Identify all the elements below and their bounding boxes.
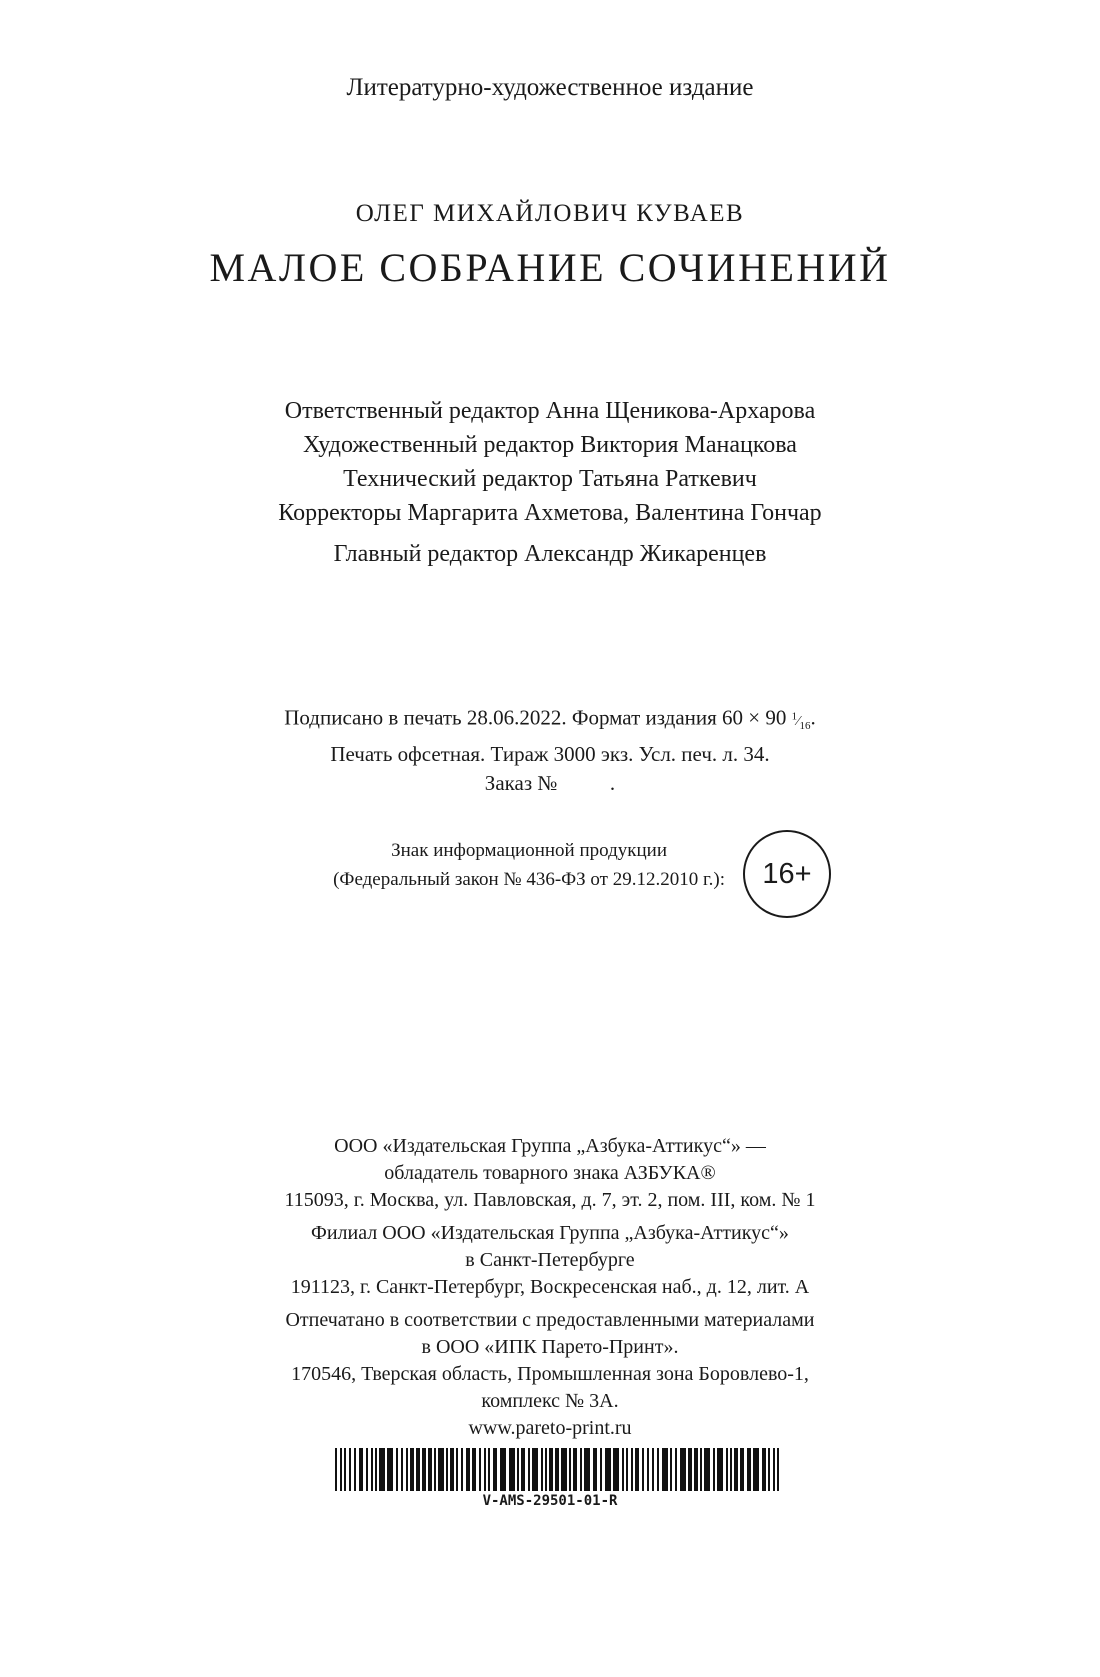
barcode-bar bbox=[532, 1448, 538, 1491]
branch-line-2: в Санкт-Петербурге bbox=[465, 1249, 635, 1271]
barcode-bar bbox=[700, 1448, 702, 1491]
genre-line: Литературно-художественное издание bbox=[346, 74, 754, 101]
barcode-bar bbox=[461, 1448, 463, 1491]
printer-line-2: в ООО «ИПК Парето-Принт». bbox=[421, 1336, 679, 1358]
barcode-bar bbox=[730, 1448, 732, 1491]
barcode-bar bbox=[456, 1448, 458, 1491]
barcode-bar bbox=[545, 1448, 547, 1491]
barcode-bar bbox=[777, 1448, 779, 1491]
barcode-bar bbox=[371, 1448, 373, 1491]
printer-website: www.pareto-print.ru bbox=[468, 1417, 632, 1439]
barcode-bar bbox=[375, 1448, 377, 1491]
barcode-bar bbox=[561, 1448, 567, 1491]
barcode-bar bbox=[450, 1448, 454, 1491]
barcode-bar bbox=[626, 1448, 628, 1491]
responsible-editor: Ответственный редактор Анна Щеникова-Архарова bbox=[284, 398, 816, 424]
publisher-line-1: ООО «Издательская Группа „Азбука-Аттикус“» — bbox=[334, 1135, 766, 1157]
barcode-bar bbox=[488, 1448, 490, 1491]
barcode-bar bbox=[396, 1448, 398, 1491]
barcode-bar bbox=[726, 1448, 728, 1491]
book-title: МАЛОЕ СОБРАНИЕ СОЧИНЕНИЙ bbox=[209, 245, 891, 290]
imprint-block bbox=[0, 702, 1100, 798]
barcode-bar bbox=[466, 1448, 470, 1491]
branch-line-1: Филиал ООО «Издательская Группа „Азбука-Аттикус“» bbox=[311, 1222, 789, 1244]
barcode-bar bbox=[642, 1448, 644, 1491]
barcode-bar bbox=[688, 1448, 692, 1491]
barcode-bar bbox=[484, 1448, 486, 1491]
branch-address: 191123, г. Санкт-Петербург, Воскресенская наб., д. 12, лит. А bbox=[290, 1276, 810, 1298]
barcode-bar bbox=[631, 1448, 633, 1491]
author-name: ОЛЕГ МИХАЙЛОВИЧ КУВАЕВ bbox=[355, 200, 745, 227]
barcode bbox=[335, 1448, 780, 1491]
proofreaders: Корректоры Маргарита Ахметова, Валентина Гончар bbox=[278, 500, 822, 526]
barcode-bar bbox=[584, 1448, 590, 1491]
credits-block bbox=[0, 394, 1100, 571]
barcode-bar bbox=[569, 1448, 571, 1491]
format-numerator: 1 bbox=[791, 710, 798, 722]
age-rating-block bbox=[0, 830, 1100, 920]
chief-editor: Главный редактор Александр Жикаренцев bbox=[333, 541, 767, 567]
barcode-bar bbox=[762, 1448, 766, 1491]
printer-line-1: Отпечатано в соответствии с предоставленными материалами bbox=[285, 1309, 815, 1331]
barcode-bar bbox=[340, 1448, 342, 1491]
barcode-bar bbox=[657, 1448, 659, 1491]
age-rating-text-line-1: Знак информационной продукции bbox=[391, 840, 667, 861]
barcode-bar bbox=[573, 1448, 577, 1491]
barcode-bar bbox=[773, 1448, 775, 1491]
imprint-line-1-end: . bbox=[810, 705, 816, 730]
barcode-bar bbox=[740, 1448, 744, 1491]
barcode-bar bbox=[555, 1448, 559, 1491]
format-fraction: $^1⁄_{16}$ bbox=[791, 710, 811, 732]
barcode-bar bbox=[406, 1448, 408, 1491]
barcode-bar bbox=[354, 1448, 356, 1491]
age-rating-text bbox=[333, 836, 725, 894]
barcode-bar bbox=[622, 1448, 624, 1491]
barcode-bar bbox=[549, 1448, 553, 1491]
barcode-bar bbox=[593, 1448, 597, 1491]
barcode-bar bbox=[713, 1448, 715, 1491]
barcode-bar bbox=[670, 1448, 672, 1491]
barcode-bar bbox=[613, 1448, 619, 1491]
barcode-bar bbox=[694, 1448, 698, 1491]
barcode-bar bbox=[753, 1448, 759, 1491]
imprint-line-1 bbox=[0, 702, 1100, 740]
barcode-bar bbox=[479, 1448, 481, 1491]
imprint-line-3: Заказ № . bbox=[484, 771, 616, 796]
barcode-bar bbox=[359, 1448, 363, 1491]
barcode-bar bbox=[662, 1448, 668, 1491]
technical-editor: Технический редактор Татьяна Раткевич bbox=[343, 466, 757, 492]
barcode-bar bbox=[500, 1448, 506, 1491]
barcode-bar bbox=[509, 1448, 515, 1491]
barcode-bar bbox=[635, 1448, 639, 1491]
barcode-bar bbox=[517, 1448, 519, 1491]
imprint-line-2: Печать офсетная. Тираж 3000 экз. Усл. печ. л. 34. bbox=[330, 742, 770, 767]
barcode-bar bbox=[416, 1448, 420, 1491]
barcode-bar bbox=[605, 1448, 611, 1491]
barcode-bar bbox=[434, 1448, 436, 1491]
barcode-bar bbox=[344, 1448, 346, 1491]
barcode-bar bbox=[472, 1448, 476, 1491]
barcode-bar bbox=[387, 1448, 393, 1491]
barcode-bar bbox=[652, 1448, 654, 1491]
barcode-bar bbox=[401, 1448, 403, 1491]
format-denominator: 16 bbox=[799, 719, 811, 732]
barcode-bar bbox=[349, 1448, 351, 1491]
barcode-bar bbox=[704, 1448, 710, 1491]
age-rating-badge: 16+ bbox=[743, 830, 831, 918]
barcode-bar bbox=[366, 1448, 368, 1491]
barcode-bar bbox=[580, 1448, 582, 1491]
printer-address-1: 170546, Тверская область, Промышленная зона Боровлево-1, bbox=[291, 1363, 809, 1385]
imprint-print-date: Подписано в печать 28.06.2022. Формат издания 60 × 90 bbox=[284, 705, 792, 730]
barcode-bar bbox=[521, 1448, 525, 1491]
barcode-bar bbox=[717, 1448, 723, 1491]
publisher-line-2: обладатель товарного знака АЗБУКА® bbox=[384, 1162, 716, 1184]
art-editor: Художественный редактор Виктория Манацкова bbox=[303, 432, 797, 458]
barcode-bar bbox=[768, 1448, 770, 1491]
barcode-bar bbox=[410, 1448, 414, 1491]
barcode-bar bbox=[647, 1448, 649, 1491]
printer-address-2: комплекс № 3А. bbox=[481, 1390, 619, 1412]
publisher-address: 115093, г. Москва, ул. Павловская, д. 7, эт. 2, пом. III, ком. № 1 bbox=[284, 1189, 816, 1211]
barcode-bar bbox=[438, 1448, 444, 1491]
barcode-bar bbox=[379, 1448, 385, 1491]
barcode-bar bbox=[734, 1448, 738, 1491]
barcode-bar bbox=[600, 1448, 602, 1491]
barcode-bar bbox=[428, 1448, 432, 1491]
barcode-bar bbox=[422, 1448, 426, 1491]
barcode-bar bbox=[446, 1448, 448, 1491]
barcode-code: V-AMS-29501-01-R bbox=[482, 1493, 618, 1509]
barcode-bar bbox=[335, 1448, 337, 1491]
age-rating-text-line-2: (Федеральный закон № 436-ФЗ от 29.12.2010 г.): bbox=[333, 869, 725, 890]
barcode-bar bbox=[541, 1448, 543, 1491]
barcode-bar bbox=[493, 1448, 497, 1491]
barcode-bar bbox=[747, 1448, 751, 1491]
barcode-bar bbox=[680, 1448, 686, 1491]
barcode-bar bbox=[675, 1448, 677, 1491]
barcode-bar bbox=[528, 1448, 530, 1491]
publisher-block bbox=[0, 1133, 1100, 1442]
